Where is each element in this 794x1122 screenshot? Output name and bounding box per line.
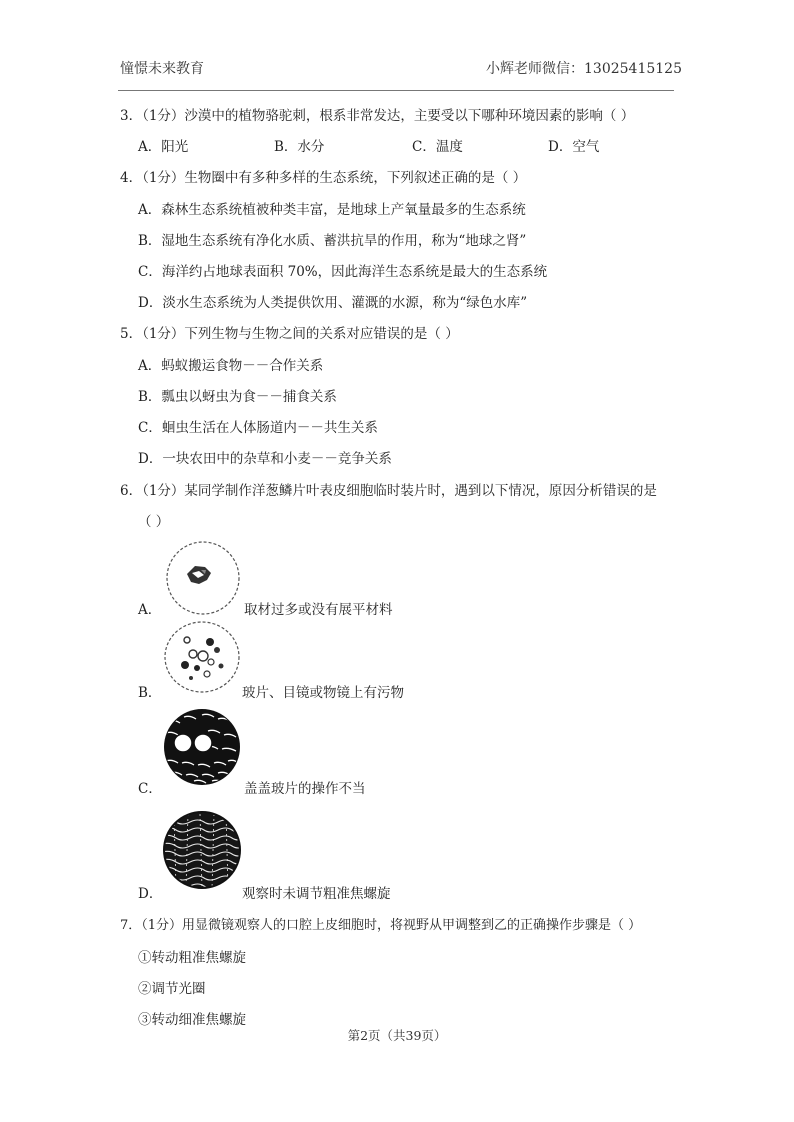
- question-6-option-b-text: 玻片、目镜或物镜上有污物: [242, 685, 404, 701]
- blurry-cells-micrograph: [162, 810, 242, 890]
- question-7-stem: 7．（1分）用显微镜观察人的口腔上皮细胞时，将视野从甲调整到乙的正确操作步骤是（ ）: [120, 918, 642, 933]
- question-3-option-b: B．水分: [274, 139, 325, 155]
- question-4-option-b: B．湿地生态系统有净化水质、蓄洪抗旱的作用，称为“地球之肾”: [138, 233, 527, 249]
- question-4-option-d: D．淡水生态系统为人类提供饮用、灌溉的水源，称为“绿色水库”: [138, 295, 528, 311]
- question-6-stem: 6．（1分）某同学制作洋葱鳞片叶表皮细胞临时装片时，遇到以下情况，原因分析错误的是: [120, 483, 657, 499]
- question-6-option-c-letter: C．: [138, 781, 162, 797]
- question-6-option-a-text: 取材过多或没有展平材料: [244, 602, 393, 618]
- question-6-stem-continuation: （ ）: [138, 514, 170, 530]
- page-number-footer: 第2页（共39页）: [347, 1028, 447, 1043]
- folded-tissue-micrograph: [165, 540, 241, 616]
- dirt-spots-micrograph: [163, 620, 241, 694]
- question-6-option-d-letter: D．: [138, 886, 163, 902]
- question-7-step-1: ①转动粗准焦螺旋: [138, 950, 246, 966]
- question-6-option-c-text: 盖盖玻片的操作不当: [244, 781, 366, 797]
- header-divider: [118, 90, 674, 91]
- question-5-stem: 5．（1分）下列生物与生物之间的关系对应错误的是（ ）: [120, 326, 459, 342]
- header-left-text: 憧憬未来教育: [120, 61, 204, 77]
- question-3-option-a: A．阳光: [138, 139, 189, 155]
- air-bubbles-micrograph: [162, 707, 242, 787]
- question-5-option-b: B．瓢虫以蚜虫为食－－捕食关系: [138, 389, 337, 405]
- question-7-step-2: ②调节光圈: [138, 981, 206, 997]
- question-4-stem: 4．（1分）生物圈中有多种多样的生态系统，下列叙述正确的是（ ）: [120, 170, 527, 186]
- question-3-option-d: D．空气: [548, 139, 600, 155]
- question-6-option-a-letter: A．: [138, 602, 162, 618]
- question-5-option-a: A．蚂蚁搬运食物－－合作关系: [138, 358, 324, 374]
- question-4-option-c: C．海洋约占地球表面积 70%，因此海洋生态系统是最大的生态系统: [138, 264, 548, 280]
- question-3-option-c: C．温度: [412, 139, 463, 155]
- question-5-option-d: D．一块农田中的杂草和小麦－－竞争关系: [138, 451, 392, 467]
- question-3-stem: 3．（1分）沙漠中的植物骆驼刺，根系非常发达，主要受以下哪种环境因素的影响（ ）: [120, 108, 635, 124]
- header-right-text: 小辉老师微信：13025415125: [486, 61, 682, 77]
- question-4-option-a: A．森林生态系统植被种类丰富，是地球上产氧量最多的生态系统: [138, 202, 526, 218]
- question-7-step-3: ③转动细准焦螺旋: [138, 1012, 246, 1028]
- question-6-option-b-letter: B．: [138, 685, 162, 701]
- question-5-option-c: C．蛔虫生活在人体肠道内－－共生关系: [138, 420, 378, 436]
- question-6-option-d-text: 观察时未调节粗准焦螺旋: [242, 886, 391, 902]
